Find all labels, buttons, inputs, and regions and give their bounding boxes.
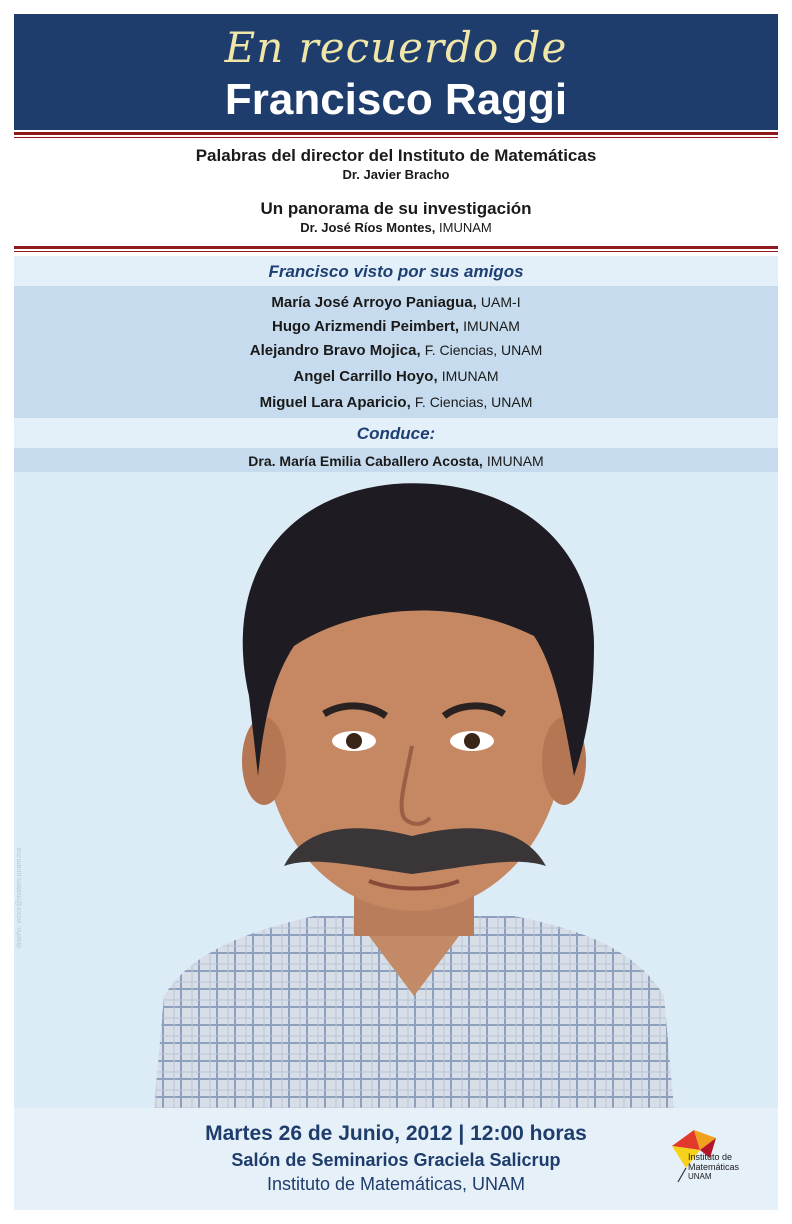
event-room: Salón de Seminarios Graciela Salicrup [231,1150,561,1170]
event-institution: Instituto de Matemáticas, UNAM [266,1174,526,1194]
friends-section-label: Francisco visto por sus amigos [268,262,524,281]
memorial-subtitle: En recuerdo de [224,23,568,72]
title-banner [14,14,778,130]
program-panel [14,256,778,1108]
talk-research [0,199,792,236]
friend-item: Alejandro Bravo Mojica, F. Ciencias, UNAM [249,342,543,359]
friend-item: Angel Carrillo Hoyo, IMUNAM [293,368,499,385]
design-credit: diseño: victor@matem.unam.mx [16,847,23,948]
talk-title: Palabras del director del Instituto de Matemáticas [195,146,597,165]
institute-logo-text: Instituto de Matemáticas UNAM [688,1152,740,1181]
divider-top-thin [14,137,778,138]
friend-item: Hugo Arizmendi Peimbert, IMUNAM [272,318,520,335]
divider-top [14,132,778,135]
portrait-photo [154,476,674,1108]
event-details [14,1108,778,1210]
divider-middle-thin [14,251,778,252]
host-item: Dra. María Emilia Caballero Acosta, IMUNAM [248,453,544,469]
host-section-label: Conduce: [356,424,436,443]
friend-item: Miguel Lara Aparicio, F. Ciencias, UNAM [259,394,533,411]
friend-item: María José Arroyo Paniagua, UAM-I [271,294,521,311]
talk-speaker: Dr. José Ríos Montes, IMUNAM [300,220,492,235]
talk-speaker: Dr. Javier Bracho [342,167,450,182]
talk-title: Un panorama de su investigación [260,199,532,218]
event-date-time: Martes 26 de Junio, 2012 | 12:00 horas [205,1122,587,1145]
divider-middle [14,246,778,249]
honoree-name: Francisco Raggi [224,75,568,124]
talk-director [0,146,792,183]
